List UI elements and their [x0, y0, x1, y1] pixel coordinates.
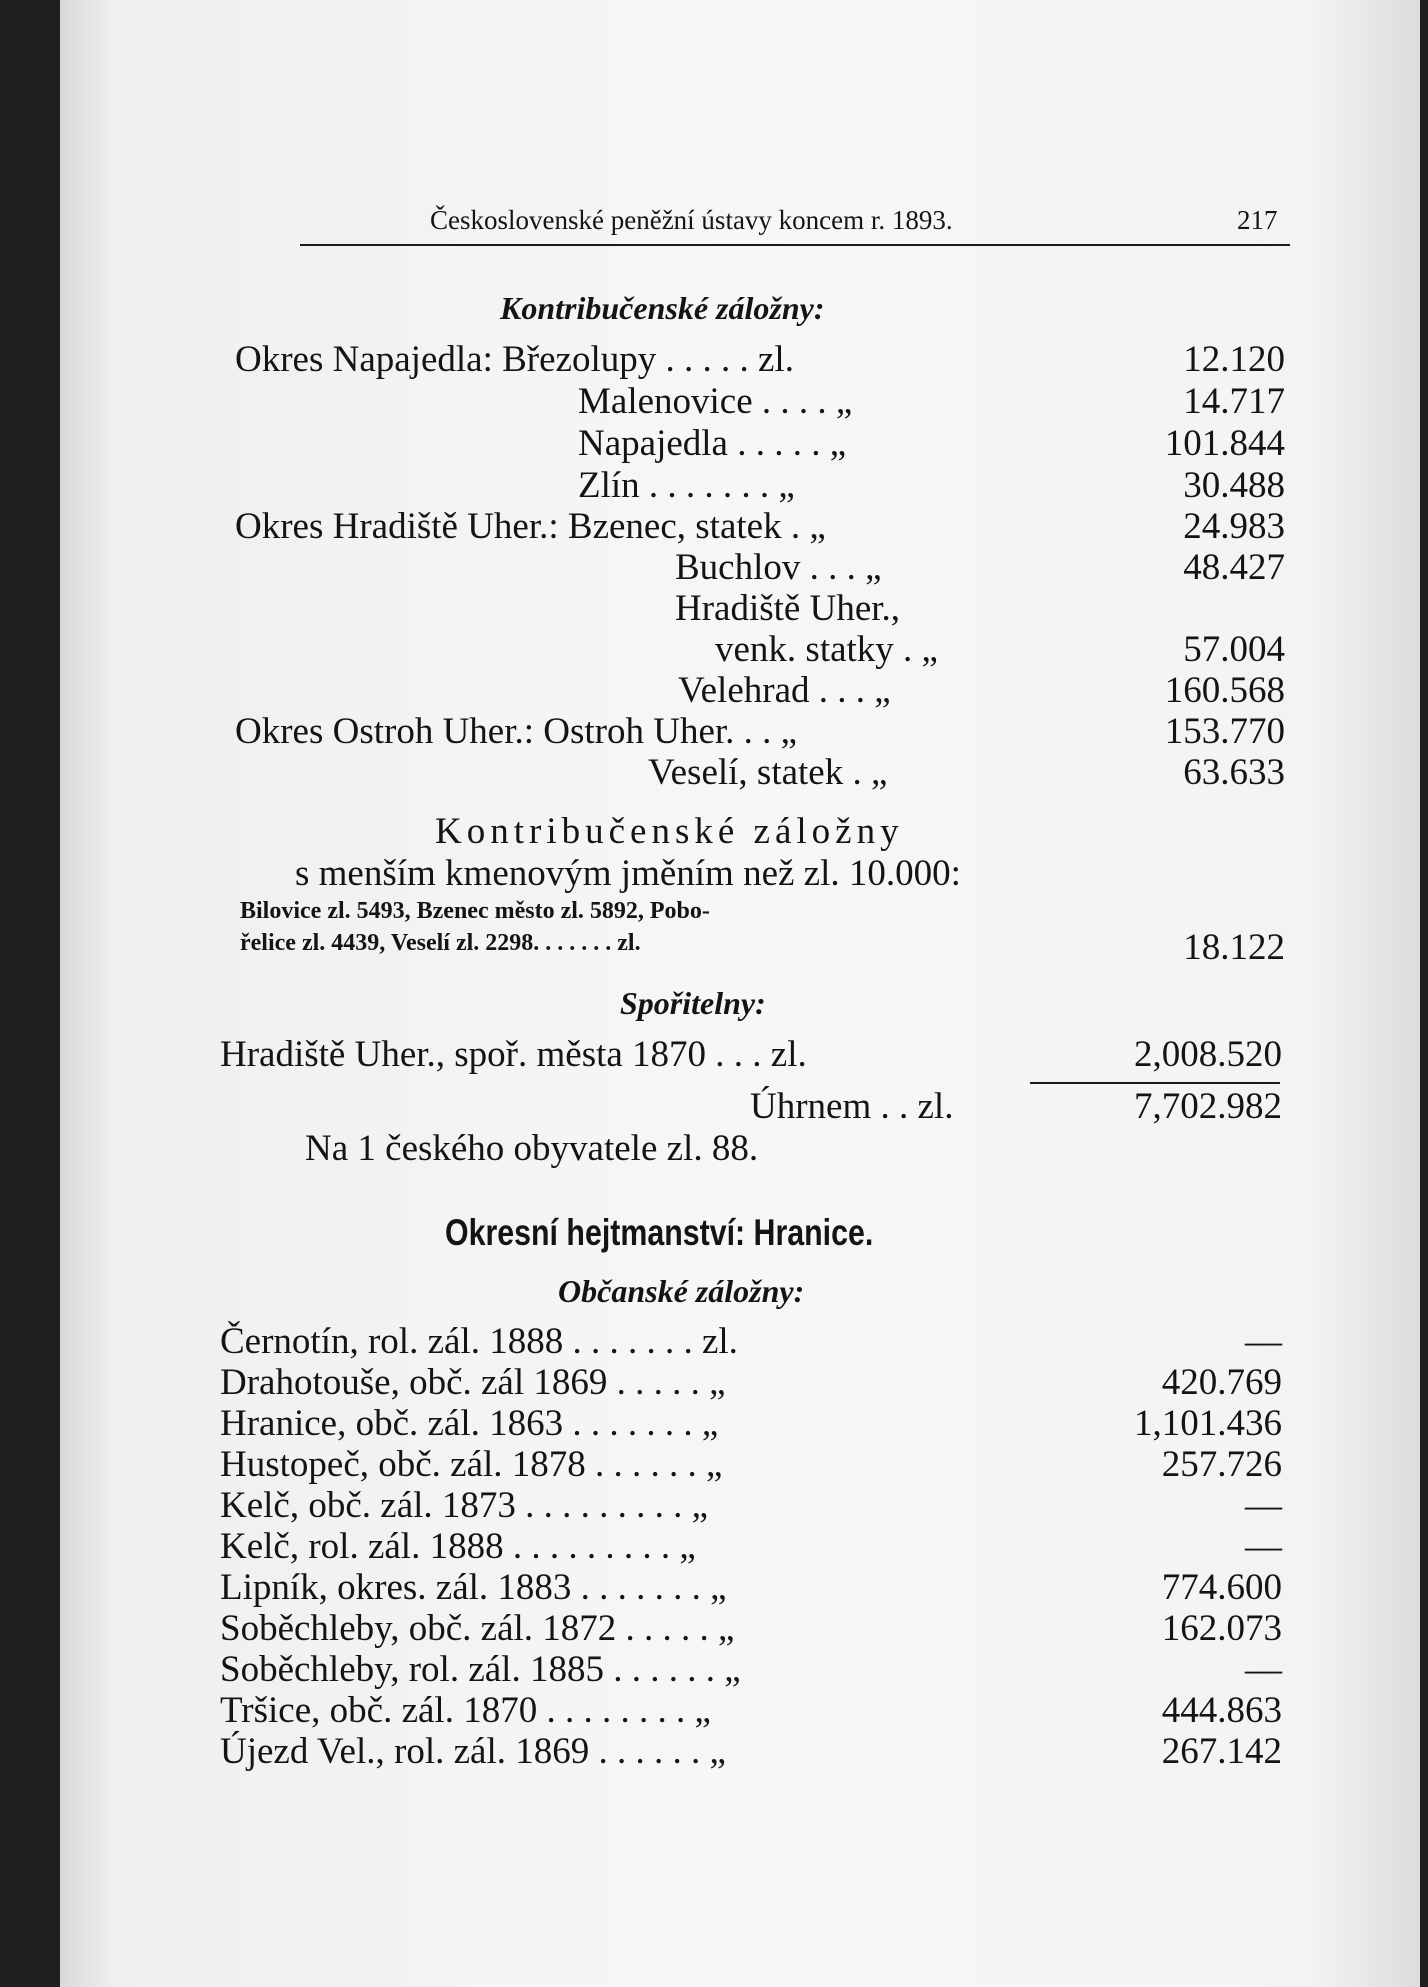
table-row-label: Kelč, obč. zál. 1873 . . . . . . . . . „ — [220, 1485, 709, 1526]
table-row-amount: 153.770 — [1164, 711, 1285, 752]
table-row-label: Buchlov . . . „ — [675, 547, 882, 588]
header-rule — [300, 244, 1290, 246]
table-row-amount: 1,101.436 — [1134, 1403, 1282, 1444]
section-heading-kontribucenske: Kontribučenské záložny: — [500, 290, 825, 326]
district-title: Okresní hejtmanství: Hranice. — [445, 1212, 874, 1253]
table-row-amount: 257.726 — [1161, 1444, 1282, 1485]
table-row-label: Okres Ostroh Uher.: Ostroh Uher. . . „ — [235, 711, 798, 752]
small-print-line: řelice zl. 4439, Veselí zl. 2298. . . . . . . zl. — [240, 930, 641, 956]
section-heading-obcanske: Občanské záložny: — [558, 1273, 805, 1309]
table-row-amount: 48.427 — [1183, 547, 1285, 588]
page-number: 217 — [1237, 205, 1278, 235]
table-row-amount: 420.769 — [1161, 1362, 1282, 1403]
table-row-amount: 267.142 — [1161, 1731, 1282, 1772]
table-row-amount: 162.073 — [1161, 1608, 1282, 1649]
table-row-label: Tršice, obč. zál. 1870 . . . . . . . . „ — [220, 1690, 711, 1731]
table-row-amount: — — [1245, 1321, 1282, 1362]
sum-rule — [1030, 1082, 1280, 1084]
table-row-amount: — — [1245, 1526, 1282, 1567]
section-heading-kontribucenske-mensi: Kontribučenské záložny — [435, 811, 904, 852]
table-row-label: Napajedla . . . . . „ — [578, 423, 847, 464]
table-row-label: Okres Hradiště Uher.: Bzenec, statek . „ — [235, 506, 826, 547]
table-row-amount: 14.717 — [1183, 381, 1285, 422]
table-row-amount: 101.844 — [1164, 423, 1285, 464]
table-row-amount: 160.568 — [1164, 670, 1285, 711]
table-row-amount: 18.122 — [1183, 927, 1285, 968]
table-row-label: Soběchleby, rol. zál. 1885 . . . . . . „ — [220, 1649, 741, 1690]
table-row-label: Kelč, rol. zál. 1888 . . . . . . . . . „ — [220, 1526, 696, 1567]
table-row-amount: 2,008.520 — [1134, 1034, 1282, 1075]
table-row-label: Újezd Vel., rol. zál. 1869 . . . . . . „ — [220, 1731, 726, 1772]
small-print-line: Bilovice zl. 5493, Bzenec město zl. 5892, Pobo- — [240, 898, 710, 924]
page — [60, 0, 1420, 1987]
table-row-amount: 444.863 — [1161, 1690, 1282, 1731]
table-row-label: Malenovice . . . . „ — [578, 381, 853, 422]
table-row-label: Hradiště Uher., — [675, 588, 901, 629]
table-row-label: Hranice, obč. zál. 1863 . . . . . . . „ — [220, 1403, 719, 1444]
table-row-label: Veselí, statek . „ — [648, 752, 888, 793]
table-row-label: venk. statky . „ — [715, 629, 938, 670]
table-row-label: Zlín . . . . . . . „ — [578, 465, 795, 506]
table-row-label: Lipník, okres. zál. 1883 . . . . . . . „ — [220, 1567, 727, 1608]
per-capita-line: Na 1 českého obyvatele zl. 88. — [305, 1128, 759, 1169]
table-row-amount: — — [1245, 1485, 1282, 1526]
table-row-label: Soběchleby, obč. zál. 1872 . . . . . „ — [220, 1608, 735, 1649]
table-row-label: Černotín, rol. zál. 1888 . . . . . . . zl. — [220, 1321, 738, 1362]
table-row-label: Drahotouše, obč. zál 1869 . . . . . „ — [220, 1362, 726, 1403]
table-row-amount: 774.600 — [1161, 1567, 1282, 1608]
table-row-amount: 30.488 — [1183, 465, 1285, 506]
section-heading-sporitelny: Spořitelny: — [620, 985, 766, 1021]
total-label: Úhrnem . . zl. — [750, 1086, 954, 1127]
table-row-label: Velehrad . . . „ — [678, 670, 891, 711]
table-row-label: Hradiště Uher., spoř. města 1870 . . . zl. — [220, 1034, 807, 1075]
total-amount: 7,702.982 — [1134, 1086, 1282, 1127]
section-subheading: s menším kmenovým jměním než zl. 10.000: — [295, 853, 961, 894]
table-row-amount: 63.633 — [1183, 752, 1285, 793]
table-row-amount: 24.983 — [1183, 506, 1285, 547]
table-row-label: Hustopeč, obč. zál. 1878 . . . . . . „ — [220, 1444, 723, 1485]
table-row-amount: 12.120 — [1183, 339, 1285, 380]
table-row-amount: — — [1245, 1649, 1282, 1690]
table-row-amount: 57.004 — [1183, 629, 1285, 670]
running-header: Československé peněžní ústavy koncem r. 1893. — [430, 205, 953, 235]
table-row-label: Okres Napajedla: Březolupy . . . . . zl. — [235, 339, 794, 380]
